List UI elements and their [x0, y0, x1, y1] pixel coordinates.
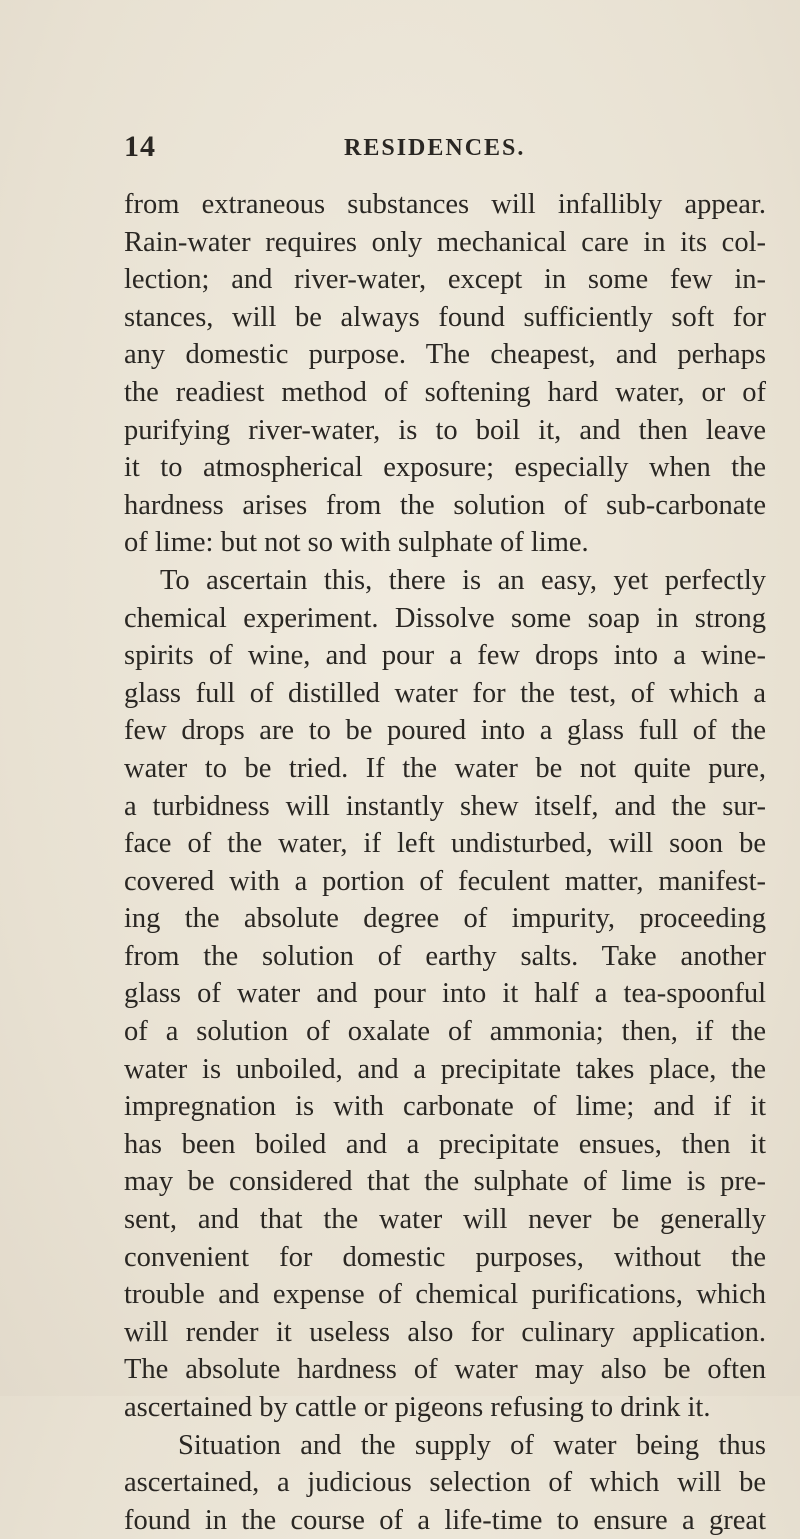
- text-line: from the solution of earthy salts. Take another: [124, 940, 766, 972]
- text-line: To ascertain this, there is an easy, yet perfectly: [160, 564, 766, 596]
- text-line: water is unboiled, and a precipitate takes place, the: [124, 1053, 766, 1085]
- running-title: RESIDENCES.: [344, 135, 526, 161]
- text-line: will render it useless also for culinary application.: [124, 1316, 766, 1348]
- text-line: The absolute hardness of water may also be often: [124, 1354, 766, 1386]
- text-line: from extraneous substances will infallibly appear.: [124, 189, 766, 220]
- text-line: covered with a portion of feculent matter, manifest-: [124, 865, 766, 897]
- text-line: of lime: but not so with sulphate of lime.: [124, 527, 589, 559]
- text-line: impregnation is with carbonate of lime; and if it: [124, 1091, 766, 1123]
- text-line: it to atmospherical exposure; especially when the: [124, 452, 766, 484]
- text-line: has been boiled and a precipitate ensues, then it: [124, 1128, 766, 1160]
- text-line: the readiest method of softening hard water, or of: [124, 376, 766, 408]
- text-line: ascertained by cattle or pigeons refusing to drink it.: [124, 1392, 711, 1423]
- text-line: convenient for domestic purposes, without the: [124, 1241, 766, 1273]
- text-line: may be considered that the sulphate of lime is pre-: [124, 1166, 766, 1198]
- text-line: trouble and expense of chemical purifications, which: [124, 1279, 766, 1311]
- text-line: hardness arises from the solution of sub-carbonate: [124, 489, 766, 521]
- text-line: lection; and river-water, except in some few in-: [124, 264, 766, 296]
- text-line: purifying river-water, is to boil it, and then leave: [124, 414, 766, 446]
- body-text: [124, 186, 766, 1539]
- text-line: few drops are to be poured into a glass full of the: [124, 715, 766, 747]
- running-head: [0, 130, 800, 170]
- text-line: face of the water, if left undisturbed, will soon be: [124, 828, 766, 860]
- text-line: glass full of distilled water for the test, of which a: [124, 677, 766, 709]
- text-line: sent, and that the water will never be generally: [124, 1204, 766, 1236]
- text-line: ing the absolute degree of impurity, proceeding: [124, 903, 766, 935]
- text-line: found in the course of a life-time to ensure a great: [124, 1504, 766, 1536]
- text-line: any domestic purpose. The cheapest, and perhaps: [124, 339, 766, 371]
- text-line: a turbidness will instantly shew itself, and the sur-: [124, 790, 766, 822]
- text-line: water to be tried. If the water be not quite pure,: [124, 752, 766, 784]
- text-line: chemical experiment. Dissolve some soap in strong: [124, 602, 766, 634]
- text-line: of a solution of oxalate of ammonia; then, if the: [124, 1016, 766, 1048]
- text-line: spirits of wine, and pour a few drops into a wine-: [124, 640, 766, 672]
- page-number: 14: [124, 130, 156, 163]
- text-line: Situation and the supply of water being thus: [178, 1429, 766, 1461]
- text-line: ascertained, a judicious selection of which will be: [124, 1467, 766, 1499]
- text-line: Rain-water requires only mechanical care in its col-: [124, 226, 766, 258]
- text-line: stances, will be always found sufficiently soft for: [124, 301, 766, 333]
- text-line: glass of water and pour into it half a tea-spoonful: [124, 978, 766, 1010]
